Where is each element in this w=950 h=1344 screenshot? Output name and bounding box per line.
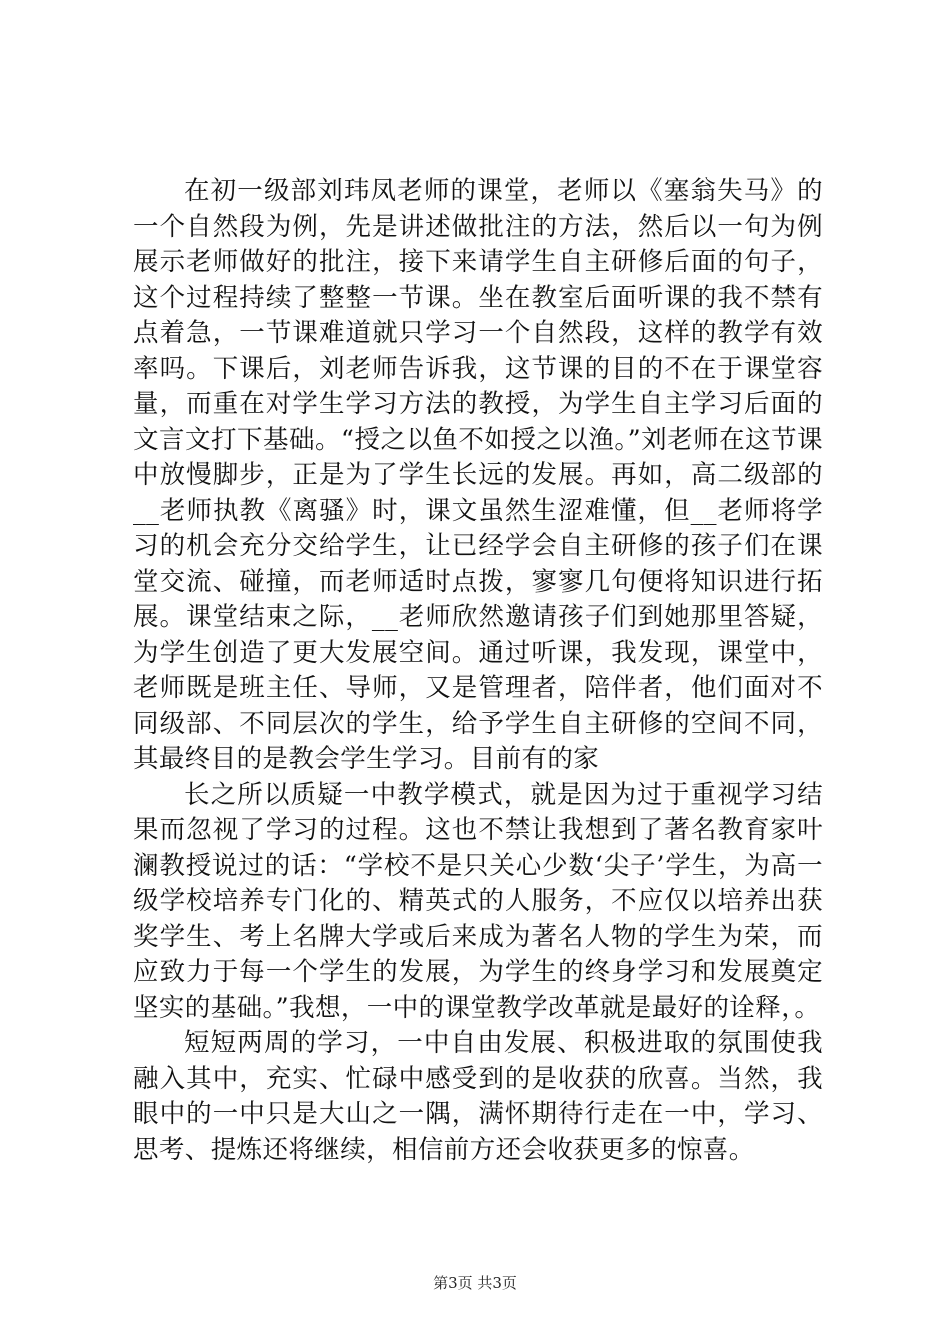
document-body	[133, 174, 823, 1168]
paragraph-1: 在初一级部刘玮凤老师的课堂，老师以《塞翁失马》的一个自然段为例，先是讲述做批注的方法，然后以一句为例展示老师做好的批注，接下来请学生自主研修后面的句子，这个过程持续了整整一节课。坐在教室后面听课的我不禁有点着急，一节课难道就只学习一个自然段，这样的教学有效率吗。下课后，刘老师告诉我，这节课的目的不在于课堂容量，而重在对学生学习方法的教授，为学生自主学习后面的文言文打下基础。“授之以鱼不如授之以渔。”刘老师在这节课中放慢脚步，正是为了学生长远的发展。再如，高二级部的__老师执教《离骚》时，课文虽然生涩难懂，但__老师将学习的机会充分交给学生，让已经学会自主研修的孩子们在课堂交流、碰撞，而老师适时点拨，寥寥几句便将知识进行拓展。课堂结束之际，__老师欣然邀请孩子们到她那里答疑，为学生创造了更大发展空间。通过听课，我发现，课堂中，老师既是班主任、导师，又是管理者，陪伴者，他们面对不同级部、不同层次的学生，给予学生自主研修的空间不同，其最终目的是教会学生学习。目前有的家	[133, 176, 823, 774]
paragraph-3: 短短两周的学习，一中自由发展、积极进取的氛围使我融入其中，充实、忙碌中感受到的是收获的欣喜。当然，我眼中的一中只是大山之一隅，满怀期待行走在一中，学习、思考、提炼还将继续，相信前方还会收获更多的惊喜。	[133, 1028, 823, 1165]
paragraph-2: 长之所以质疑一中教学模式，就是因为过于重视学习结果而忽视了学习的过程。这也不禁让我想到了著名教育家叶澜教授说过的话：“学校不是只关心少数‘尖子’学生，为高一级学校培养专门化的、精英式的人服务，不应仅以培养出获奖学生、考上名牌大学或后来成为著名人物的学生为荣，而应致力于每一个学生的发展，为学生的终身学习和发展奠定坚实的基础。”我想，一中的课堂教学改革就是最好的诠释，。	[133, 779, 823, 1023]
page-footer: 第3页 共3页	[433, 1274, 517, 1292]
